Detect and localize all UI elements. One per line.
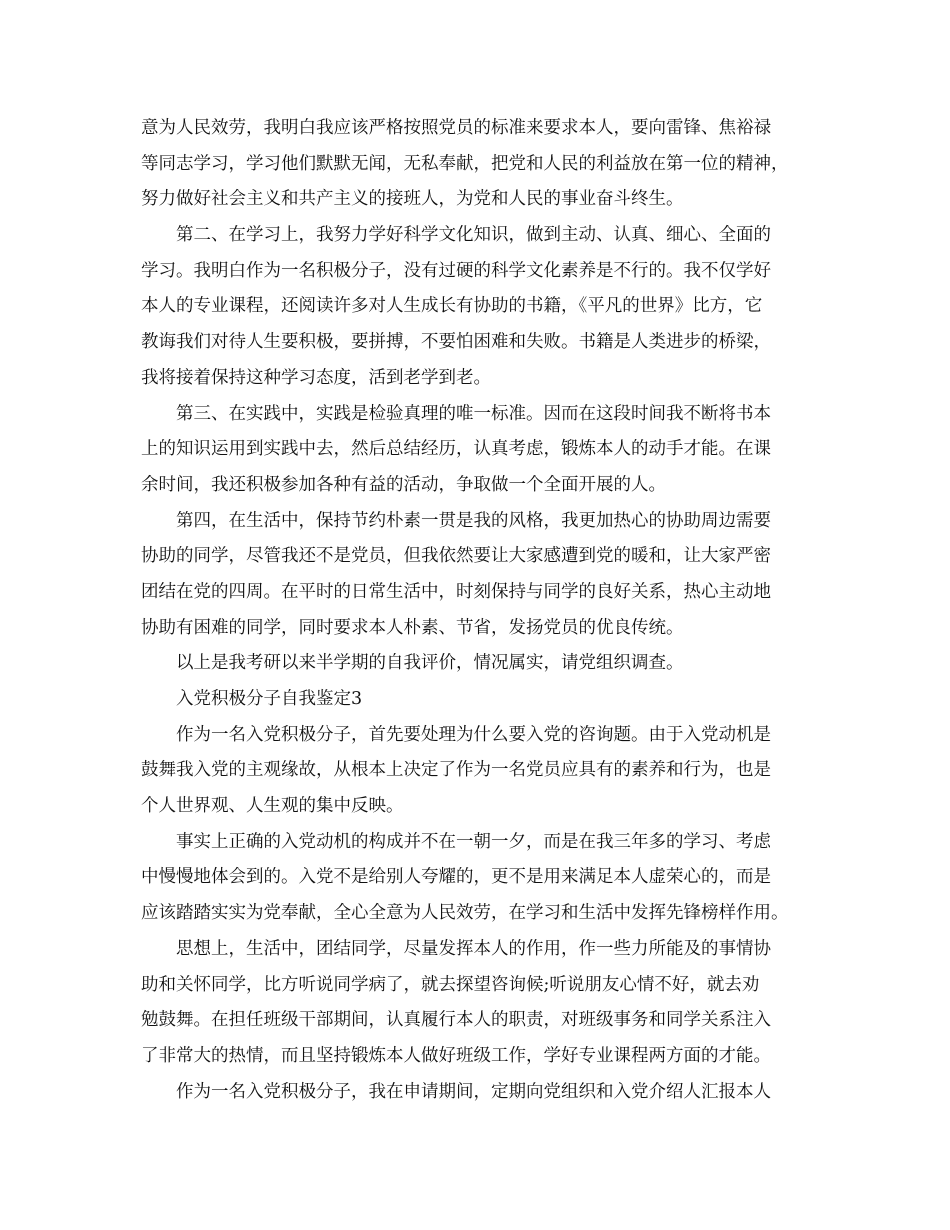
text-line: 作为一名入党积极分子，首先要处理为什么要入党的咨询题。由于入党动机是	[176, 724, 771, 745]
text-line: 协助有困难的同学，同时要求本人朴素、节省，发扬党员的优良传统。	[141, 617, 684, 638]
text-line: 事实上正确的入党动机的构成并不在一朝一夕，而是在我三年多的学习、考虑	[176, 831, 771, 852]
text-line: 意为人民效劳，我明白我应该严格按照党员的标准来要求本人，要向雷锋、焦裕禄	[141, 118, 771, 138]
text-line: 第二、在学习上，我努力学好科学文化知识，做到主动、认真、细心、全面的	[176, 225, 771, 246]
text-line: 了非常大的热情，而且坚持锻炼本人做好班级工作，学好专业课程两方面的才能。	[141, 1045, 771, 1066]
text-line: 教诲我们对待人生要积极，要拼搏，不要怕困难和失败。书籍是人类进步的桥梁，	[141, 332, 771, 353]
text-line: 协助的同学，尽管我还不是党员，但我依然要让大家感遭到党的暖和，让大家严密	[141, 546, 771, 567]
text-line: 鼓舞我入党的主观缘故，从根本上决定了作为一名党员应具有的素养和行为，也是	[141, 760, 771, 781]
text-line: 中慢慢地体会到的。入党不是给别人夸耀的，更不是用来满足本人虚荣心的，而是	[141, 867, 771, 888]
text-line: 思想上，生活中，团结同学，尽量发挥本人的作用，作一些力所能及的事情协	[176, 938, 771, 959]
text-line: 努力做好社会主义和共产主义的接班人，为党和人民的事业奋斗终生。	[141, 189, 684, 210]
text-line: 上的知识运用到实践中去，然后总结经历，认真考虑，锻炼本人的动手才能。在课	[141, 439, 771, 460]
text-line: 入党积极分子自我鉴定3	[176, 689, 363, 709]
text-line: 第四，在生活中，保持节约朴素一贯是我的风格，我更加热心的协助周边需要	[176, 510, 771, 531]
text-line: 应该踏踏实实为党奉献，全心全意为人民效劳，在学习和生活中发挥先锋榜样作用。	[141, 903, 789, 924]
text-line: 第三、在实践中，实践是检验真理的唯一标准。因而在这段时间我不断将书本	[176, 403, 771, 424]
text-line: 勉鼓舞。在担任班级干部期间，认真履行本人的职责，对班级事务和同学关系注入	[141, 1010, 771, 1031]
text-line: 本人的专业课程，还阅读许多对人生成长有协助的书籍，《平凡的世界》比方，它	[141, 296, 763, 317]
text-line: 我将接着保持这种学习态度，活到老学到老。	[141, 367, 491, 388]
text-line: 助和关怀同学，比方听说同学病了，就去探望咨询候;听说朋友心情不好，就去劝	[141, 974, 760, 995]
text-line: 余时间，我还积极参加各种有益的活动，争取做一个全面开展的人。	[141, 474, 666, 495]
document-body	[141, 111, 831, 1110]
text-line: 以上是我考研以来半学期的自我评价，情况属实，请党组织调查。	[176, 653, 684, 674]
text-line: 个人世界观、人生观的集中反映。	[141, 796, 404, 817]
text-line: 作为一名入党积极分子，我在申请期间，定期向党组织和入党介绍人汇报本人	[176, 1081, 771, 1102]
text-line: 团结在党的四周。在平时的日常生活中，时刻保持与同学的良好关系，热心主动地	[141, 581, 771, 602]
text-line: 等同志学习，学习他们默默无闻，无私奉献，把党和人民的利益放在第一位的精神，	[141, 153, 789, 174]
text-line: 学习。我明白作为一名积极分子，没有过硬的科学文化素养是不行的。我不仅学好	[141, 260, 771, 281]
